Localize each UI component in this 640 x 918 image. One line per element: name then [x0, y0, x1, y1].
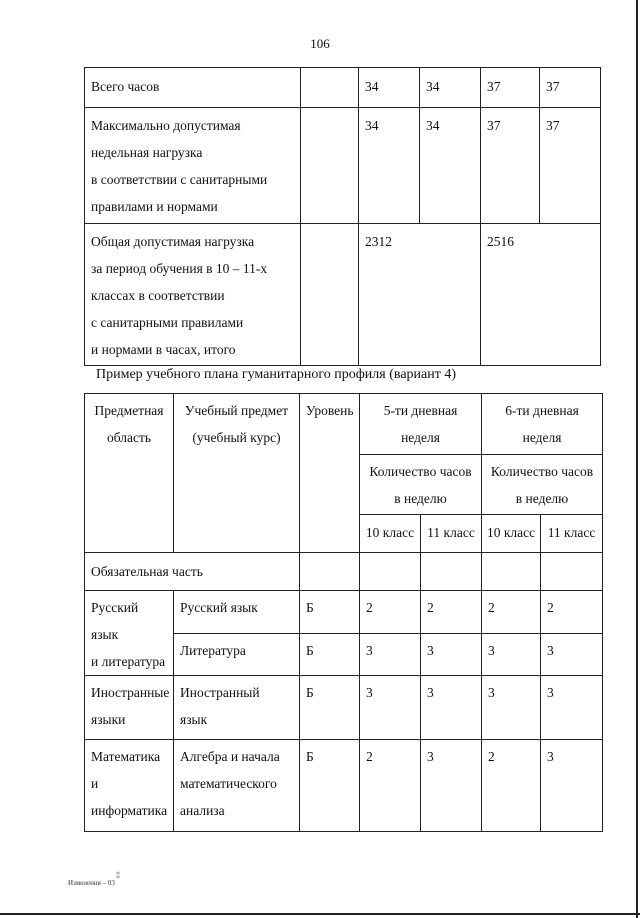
table-row — [85, 740, 603, 832]
table-header-row — [85, 394, 603, 455]
value-cell: 34 — [359, 68, 420, 108]
hours-cell: 3 — [421, 633, 482, 676]
table-row — [85, 591, 603, 634]
header-6-day-week: 6-ти дневная неделя — [482, 394, 603, 455]
hours-cell: 3 — [360, 676, 421, 740]
revision-footer: Изменения – 03 — [68, 879, 115, 887]
empty-cell — [482, 553, 541, 591]
header-grade-10: 10 класс — [360, 515, 421, 553]
header-hours-per-week-5: Количество часов в неделю — [360, 455, 482, 515]
value-cell: 34 — [420, 68, 481, 108]
hours-cell: 3 — [482, 633, 541, 676]
value-cell: 34 — [420, 108, 481, 224]
value-cell: 37 — [540, 108, 601, 224]
hours-cell: 2 — [482, 591, 541, 634]
header-grade-11: 11 класс — [421, 515, 482, 553]
level-cell: Б — [300, 676, 360, 740]
level-cell: Б — [300, 591, 360, 634]
empty-cell — [301, 108, 359, 224]
level-cell: Б — [300, 633, 360, 676]
hours-cell: 3 — [541, 676, 603, 740]
subject-cell: Иностранный язык — [174, 676, 300, 740]
header-level: Уровень — [300, 394, 360, 553]
hours-cell: 2 — [360, 591, 421, 634]
hours-cell: 2 — [360, 740, 421, 832]
hours-summary-table — [84, 67, 601, 366]
hours-cell: 2 — [421, 591, 482, 634]
empty-cell — [300, 553, 360, 591]
row-label: Всего часов — [85, 68, 301, 108]
subject-cell: Алгебра и начала математического анализа — [174, 740, 300, 832]
level-cell: Б — [300, 740, 360, 832]
table-caption: Пример учебного плана гуманитарного профиля (вариант 4) — [96, 367, 457, 382]
table-row — [85, 553, 603, 591]
header-hours-per-week-6: Количество часов в неделю — [482, 455, 603, 515]
header-5-day-week: 5-ти дневная неделя — [360, 394, 482, 455]
hours-cell: 2 — [482, 740, 541, 832]
hours-cell: 3 — [421, 676, 482, 740]
empty-cell — [301, 68, 359, 108]
value-cell: 2516 — [481, 224, 601, 366]
hours-cell: 3 — [482, 676, 541, 740]
value-cell: 37 — [540, 68, 601, 108]
empty-cell — [301, 224, 359, 366]
value-cell: 34 — [359, 108, 420, 224]
hours-cell: 2 — [541, 591, 603, 634]
subject-cell: Литература — [174, 633, 300, 676]
page-number: 106 — [310, 36, 330, 51]
hours-cell: 3 — [541, 633, 603, 676]
value-cell: 2312 — [359, 224, 481, 366]
subject-area-cell: Иностранные языки — [85, 676, 174, 740]
table-row — [85, 68, 601, 108]
table-row — [85, 224, 601, 366]
table-row — [85, 676, 603, 740]
subject-cell: Русский язык — [174, 591, 300, 634]
subject-area-cell: Русский язык и литература — [85, 591, 174, 676]
value-cell: 37 — [481, 108, 540, 224]
header-subject-area: Предметная область — [85, 394, 174, 553]
header-subject: Учебный предмет (учебный курс) — [174, 394, 300, 553]
header-grade-10: 10 класс — [482, 515, 541, 553]
hours-cell: 3 — [541, 740, 603, 832]
hours-cell: 3 — [421, 740, 482, 832]
page-edge-bottom — [0, 913, 640, 915]
row-label: Максимально допустимая недельная нагрузка в соответствии с санитарными правилами и нормами — [85, 108, 301, 224]
hours-cell: 3 — [360, 633, 421, 676]
row-label: Общая допустимая нагрузка за период обучения в 10 – 11-х классах в соответствии с санитарными правилами и нормами в часах, итого — [85, 224, 301, 366]
curriculum-plan-table — [84, 393, 603, 832]
table-row — [85, 108, 601, 224]
header-grade-11: 11 класс — [541, 515, 603, 553]
mandatory-part-label: Обязательная часть — [85, 553, 300, 591]
page-edge-right — [636, 0, 638, 918]
subject-area-cell: Математика и информатика — [85, 740, 174, 832]
empty-cell — [541, 553, 603, 591]
empty-cell — [360, 553, 421, 591]
value-cell: 37 — [481, 68, 540, 108]
scan-mark: ⁑ — [116, 872, 120, 881]
empty-cell — [421, 553, 482, 591]
